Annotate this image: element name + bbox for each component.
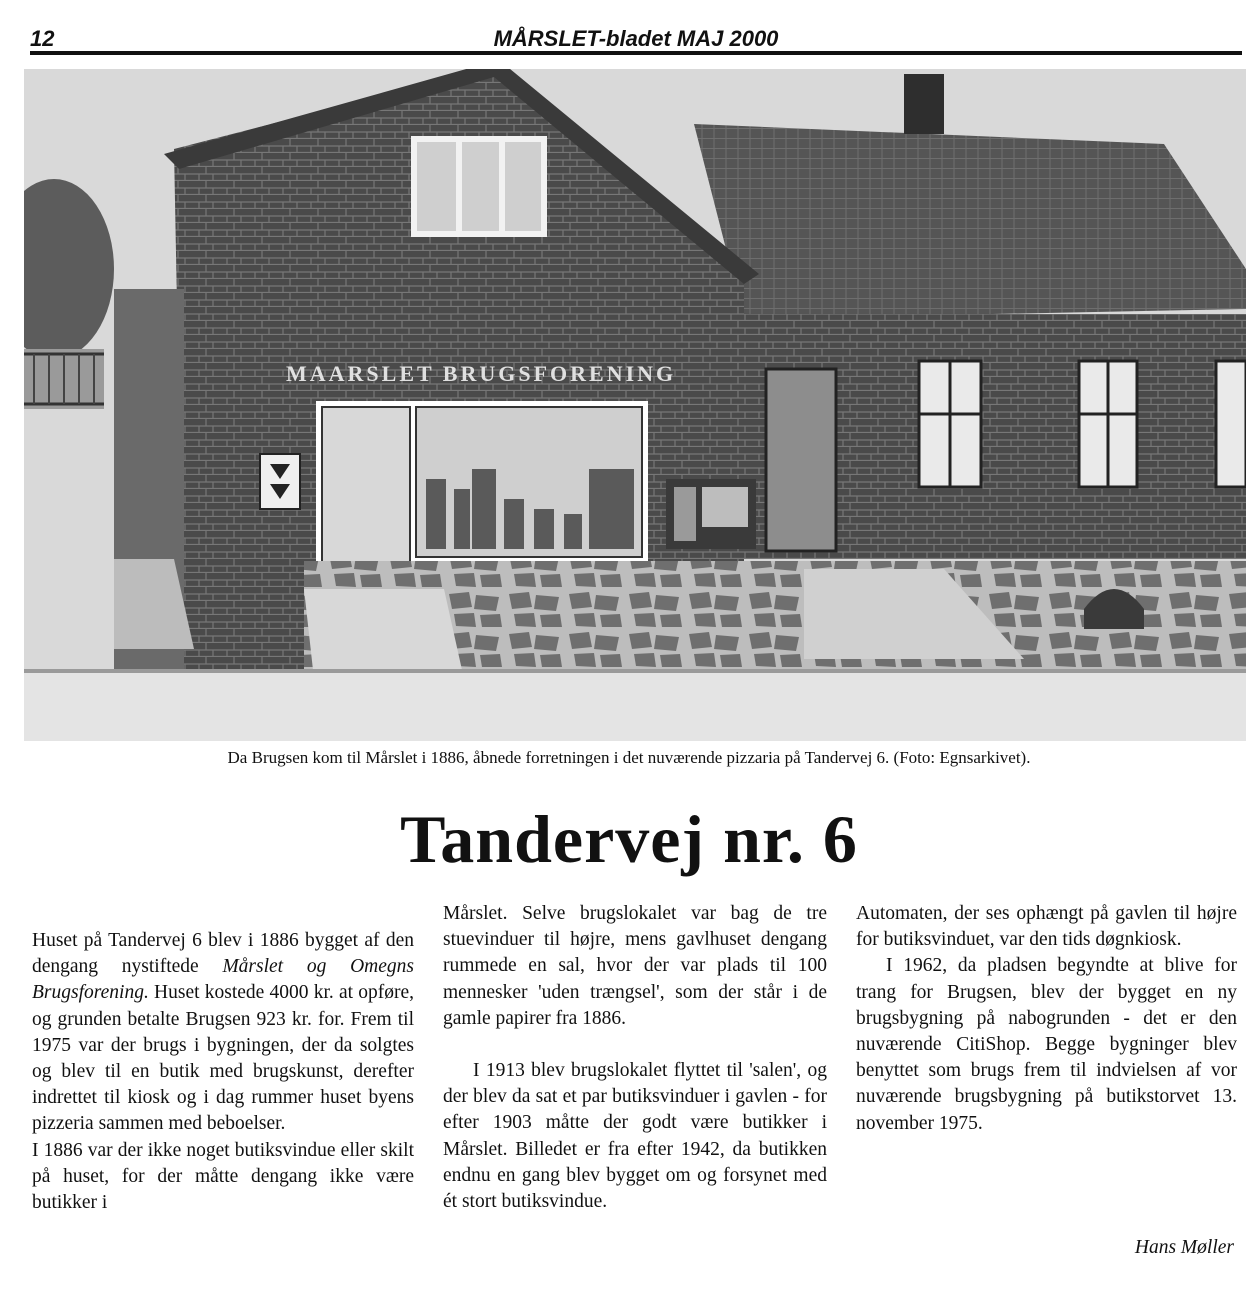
article-column-2: [443, 901, 827, 1215]
article-headline: Tandervej nr. 6: [400, 801, 858, 877]
paragraph: Automaten, der ses ophængt på gavlen til højre for butiksvinduet, var den tids døgnkiosk.: [856, 903, 1237, 951]
masthead: MÅRSLET-bladet MAJ 2000: [493, 26, 779, 51]
organisation-name: Mårslet og Omegns Brugsforening.: [32, 956, 414, 1004]
page-header: [30, 26, 1242, 54]
historic-building-photo: [24, 69, 1246, 741]
article-column-1: [32, 928, 414, 1216]
paragraph-text: Huset på Tandervej 6 blev i 1886 bygget af den dengang nystiftede: [32, 930, 414, 978]
photo-caption: Da Brugsen kom til Mårslet i 1886, åbnede forretningen i det nuværende pizzaria på Tandervej 6. (Foto: Egnsarkivet).: [227, 748, 1031, 767]
page-number: 12: [30, 26, 55, 51]
author-signature: Hans Møller: [1134, 1237, 1234, 1258]
paragraph: [32, 928, 414, 1138]
header-rule: [30, 51, 1242, 55]
paragraph: I 1913 blev brugslokalet flyttet til 'salen', og der blev da sat et par butiksvinduer i gavlen - for efter 1903 måtte der godt være butikker i Mårslet. Billedet er fra efter 1942, da butikken endnu en gang blev bygget om og forsynet med ét stort butiksvindue.: [443, 1060, 827, 1213]
paragraph: Mårslet. Selve brugslokalet var bag de tre stuevinduer til højre, mens gavlhuset dengang rummede en sal, hvor der var plads til 100 mennesker 'uden trængsel', som der står i de gamle papirer fra 1886.: [443, 903, 827, 1029]
paragraph: I 1962, da pladsen begyndte at blive for trang for Brugsen, blev der bygget en ny brugsbygning på nabogrunden - det er den nuværende CitiShop. Begge bygninger blev benyttet som brugs frem til indvielsen af vor nuværende brugsbygning på butikstorvet 13. november 1975.: [856, 955, 1237, 1134]
article-column-3: [856, 901, 1237, 1137]
paragraph: I 1886 var der ikke noget butiksvindue eller skilt på huset, for der måtte dengang ikke være butikker i: [32, 1139, 414, 1214]
store-sign: MAARSLET BRUGSFORENING: [286, 361, 677, 386]
paragraph-text: Huset kostede 4000 kr. at opføre, og grunden betalte Brugsen 923 kr. for. Frem til 1975 var der brugs i bygningen, der da solgtes og blev til en butik med brugskunst, derefter indrettet til kiosk og i dag rummer huset byens pizzeria sammen med beboelser.: [32, 982, 414, 1135]
